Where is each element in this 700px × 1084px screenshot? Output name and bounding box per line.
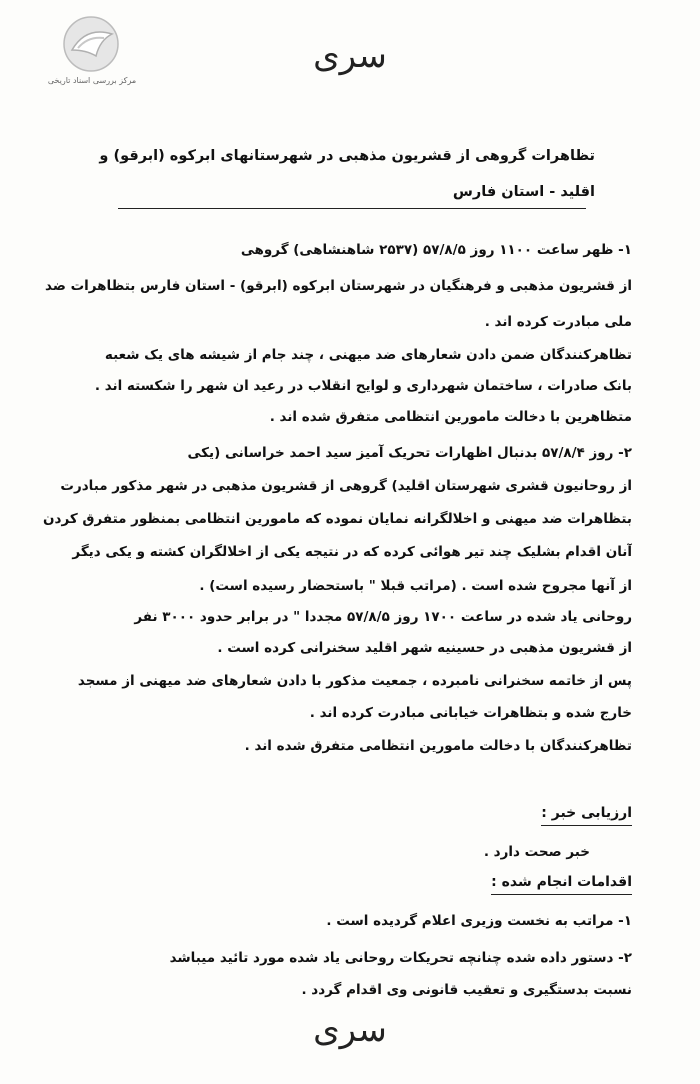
body-line: از قشریون مذهبی در حسینیه شهر اقلید سخنرانی کرده است . xyxy=(217,640,632,656)
body-line: از آنها مجروح شده است . (مراتب قبلا " باستحضار رسیده است) . xyxy=(199,578,632,594)
title-line-2: اقلید - استان فارس xyxy=(452,184,595,200)
body-line: پس از خاتمه سخنرانی نامبرده ، جمعیت مذکور با دادن شعارهای ضد میهنی از مسجد xyxy=(77,673,632,689)
body-line: تظاهرکنندگان ضمن دادن شعارهای ضد میهنی ، چند جام از شیشه های یک شعبه xyxy=(104,347,632,363)
body-line: ملی مبادرت کرده اند . xyxy=(484,314,632,330)
classification-bottom: سری xyxy=(313,1010,387,1050)
action-item: ۲- دستور داده شده چنانچه تحریکات روحانی یاد شده مورد تائید میباشد xyxy=(169,950,632,966)
action-item: نسبت بدستگیری و تعقیب قانونی وی اقدام گردد . xyxy=(301,982,632,998)
body-line: روحانی یاد شده در ساعت ۱۷۰۰ روز ۵۷/۸/۵ مجددا " در برابر حدود ۳۰۰۰ نفر xyxy=(134,609,632,625)
archive-caption: مرکز بررسی اسناد تاریخی xyxy=(47,76,137,85)
evaluation-heading: ارزیابی خبر : xyxy=(541,803,632,826)
body-line: آنان اقدام بشلیک چند تیر هوائی کرده که در نتیجه یکی از اخلالگران کشته و یکی دیگر xyxy=(72,544,632,560)
title-underline xyxy=(118,208,586,209)
body-line: تظاهرکنندگان با دخالت مامورین انتظامی متفرق شده اند . xyxy=(244,738,632,754)
evaluation-text: خبر صحت دارد . xyxy=(483,844,590,860)
body-line: ۲- روز ۵۷/۸/۴ بدنبال اظهارات تحریک آمیز سید احمد خراسانی (یکی xyxy=(187,445,632,461)
body-line: متظاهرین با دخالت مامورین انتظامی متفرق شده اند . xyxy=(269,409,632,425)
body-line: از قشریون مذهبی و فرهنگیان در شهرستان ابرکوه (ابرقو) - استان فارس بتظاهرات ضد xyxy=(45,278,632,294)
body-line: ۱- ظهر ساعت ۱۱۰۰ روز ۵۷/۸/۵ (۲۵۳۷ شاهنشاهی) گروهی xyxy=(240,242,632,258)
action-item: ۱- مراتب به نخست وزیری اعلام گردیده است . xyxy=(326,913,632,929)
body-line: بتظاهرات ضد میهنی و اخلالگرانه نمایان نموده که مامورین انتظامی بمنظور متفرق کردن xyxy=(43,511,632,527)
body-line: بانک صادرات ، ساختمان شهرداری و لوایح انقلاب در رعید ان شهر را شکسته اند . xyxy=(94,378,632,394)
body-line: خارج شده و بتظاهرات خیابانی مبادرت کرده اند . xyxy=(309,705,632,721)
actions-heading: اقدامات انجام شده : xyxy=(491,872,632,895)
classification-top: سری xyxy=(313,36,387,76)
title-line-1: تظاهرات گروهی از قشریون مذهبی در شهرستانهای ابرکوه (ابرقو) و xyxy=(99,148,595,164)
body-line: از روحانیون قشری شهرستان اقلید) گروهی از قشریون مذهبی در شهر مذکور مبادرت xyxy=(60,478,632,494)
